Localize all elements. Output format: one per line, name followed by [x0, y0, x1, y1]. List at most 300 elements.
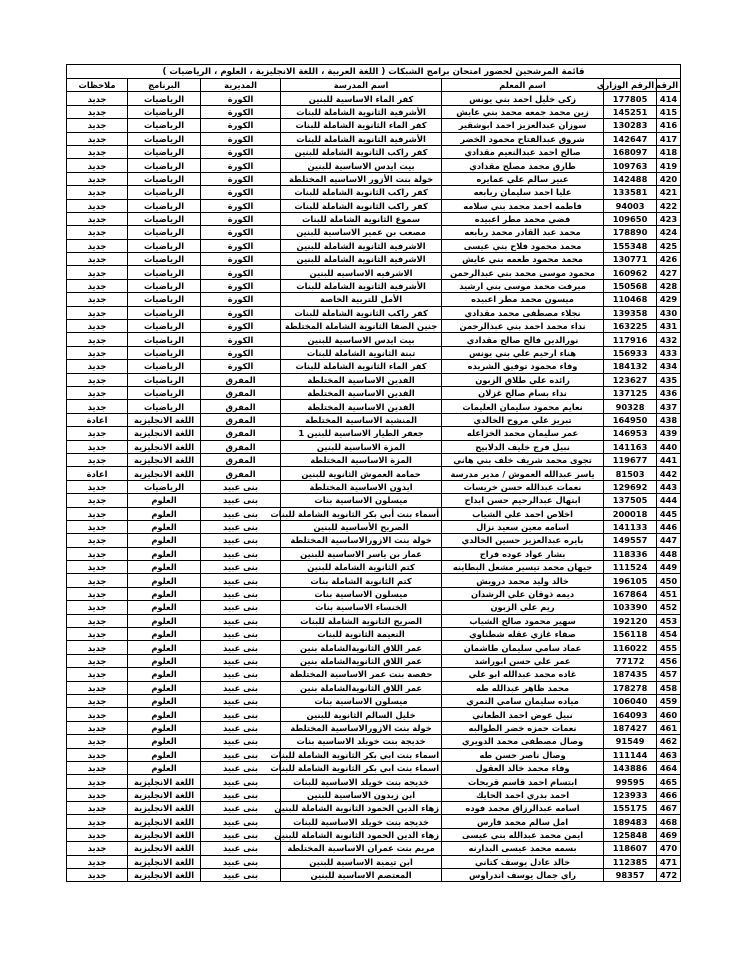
program: العلوم: [128, 587, 201, 600]
ministry-id: 125848: [604, 828, 657, 841]
directorate: بنى عبيد: [201, 547, 281, 560]
school-name: كفر الماء الثانوية الشاملة للبنات: [281, 360, 442, 373]
ministry-id: 184132: [604, 360, 657, 373]
ministry-id: 141133: [604, 520, 657, 533]
table-row: [67, 386, 681, 399]
teacher-name: احمد بدري احمد الحايك: [442, 788, 604, 801]
directorate: الكورة: [201, 212, 281, 225]
teacher-name: نداء بسام صالح غزلان: [442, 386, 604, 399]
school-name: الأشرفية الثانوية الشاملة للبنات: [281, 279, 442, 292]
school-name: كفر راكب الثانوية الشاملة للبنات: [281, 306, 442, 319]
row-num: 448: [657, 547, 681, 560]
teacher-name: ريم علي الزبون: [442, 601, 604, 614]
notes: جديد: [67, 520, 128, 533]
school-name: كفر راكب الثانوية الشاملة للبنين: [281, 145, 442, 158]
header-program: البرنامج: [128, 79, 201, 92]
row-num: 472: [657, 869, 681, 882]
program: الرياضيات: [128, 266, 201, 279]
row-num: 437: [657, 400, 681, 413]
teacher-name: راي جمال يوسف اندراوس: [442, 869, 604, 882]
table-row: [67, 172, 681, 185]
teacher-name: نورالدين فالح صالح مقدادي: [442, 333, 604, 346]
teacher-name: نبيل فرج خليف الدلابيح: [442, 440, 604, 453]
teacher-name: تجوى محمد شريف خلف بني هاني: [442, 453, 604, 466]
program: اللغة الانجليزية: [128, 413, 201, 426]
notes: جديد: [67, 494, 128, 507]
program: الرياضيات: [128, 360, 201, 373]
table-row: [67, 199, 681, 212]
ministry-id: 130283: [604, 119, 657, 132]
school-name: كتم الثانوية الشاملة للبنين: [281, 561, 442, 574]
ministry-id: 137505: [604, 494, 657, 507]
row-num: 430: [657, 306, 681, 319]
row-num: 441: [657, 453, 681, 466]
row-num: 439: [657, 427, 681, 440]
program: العلوم: [128, 748, 201, 761]
ministry-id: 156118: [604, 628, 657, 641]
teacher-name: طارق محمد مصلح مقدادي: [442, 159, 604, 172]
program: الرياضيات: [128, 119, 201, 132]
directorate: الكورة: [201, 266, 281, 279]
school-name: خديجة بنت خويلد الاساسية بنات: [281, 735, 442, 748]
program: العلوم: [128, 534, 201, 547]
directorate: بنى عبيد: [201, 721, 281, 734]
row-num: 458: [657, 681, 681, 694]
table-row: [67, 453, 681, 466]
teacher-name: نعمات حمزه خضر الطوالبه: [442, 721, 604, 734]
table-row: [67, 735, 681, 748]
table-row: [67, 293, 681, 306]
notes: جديد: [67, 721, 128, 734]
program: الرياضيات: [128, 159, 201, 172]
school-name: مصعب بن عمير الاساسية للبنين: [281, 226, 442, 239]
row-num: 433: [657, 346, 681, 359]
school-name: ميسلون الاساسية بنات: [281, 694, 442, 707]
teacher-name: محمود موسى محمد بني عبدالرحمن: [442, 266, 604, 279]
ministry-id: 117916: [604, 333, 657, 346]
ministry-id: 160962: [604, 266, 657, 279]
table-row: [67, 105, 681, 118]
table-row: [67, 253, 681, 266]
notes: جديد: [67, 534, 128, 547]
program: اللغة الانجليزية: [128, 802, 201, 815]
row-num: 468: [657, 815, 681, 828]
row-num: 420: [657, 172, 681, 185]
title-row: [67, 65, 681, 79]
directorate: الكورة: [201, 279, 281, 292]
directorate: المفرق: [201, 400, 281, 413]
notes: جديد: [67, 239, 128, 252]
row-num: 438: [657, 413, 681, 426]
directorate: بنى عبيد: [201, 681, 281, 694]
directorate: الكورة: [201, 293, 281, 306]
table-row: [67, 828, 681, 841]
school-name: ميسلون الاساسية بنات: [281, 587, 442, 600]
program: اللغة الانجليزية: [128, 453, 201, 466]
program: العلوم: [128, 708, 201, 721]
table-row: [67, 520, 681, 533]
directorate: بنى عبيد: [201, 748, 281, 761]
teacher-name: اسامه معين سعيد نزال: [442, 520, 604, 533]
teacher-name: سوزان عبدالعزيز احمد ابوشقير: [442, 119, 604, 132]
ministry-id: 146953: [604, 427, 657, 440]
directorate: بنى عبيد: [201, 828, 281, 841]
teacher-name: ابتهال عبدالرحيم حسن ابداح: [442, 494, 604, 507]
notes: جديد: [67, 708, 128, 721]
school-name: اسماء بنت ابي بكر الثانوية الشاملة للبنات: [281, 761, 442, 774]
directorate: بنى عبيد: [201, 815, 281, 828]
notes: جديد: [67, 440, 128, 453]
table-row: [67, 279, 681, 292]
ministry-id: 143886: [604, 761, 657, 774]
teacher-name: ميرفت محمد موسى بني ارشيد: [442, 279, 604, 292]
program: العلوم: [128, 694, 201, 707]
notes: جديد: [67, 855, 128, 868]
table-row: [67, 132, 681, 145]
directorate: بنى عبيد: [201, 641, 281, 654]
notes: جديد: [67, 802, 128, 815]
row-num: 414: [657, 92, 681, 105]
row-num: 445: [657, 507, 681, 520]
row-num: 470: [657, 842, 681, 855]
school-name: كفر الماء الثانوية الشاملة للبنات: [281, 119, 442, 132]
teacher-name: وصال ناصر حسن طه: [442, 748, 604, 761]
table-row: [67, 694, 681, 707]
school-name: خولة بنت الازورالاساسية المختلطة: [281, 534, 442, 547]
directorate: الكورة: [201, 105, 281, 118]
notes: جديد: [67, 654, 128, 667]
row-num: 428: [657, 279, 681, 292]
table-row: [67, 654, 681, 667]
table-row: [67, 440, 681, 453]
teacher-name: بسمه محمد عيسى البدارنه: [442, 842, 604, 855]
teacher-name: عماد سامي سليمان طاشمان: [442, 641, 604, 654]
school-name: الفدين الاساسية المختلطة: [281, 373, 442, 386]
table-row: [67, 561, 681, 574]
program: اللغة الانجليزية: [128, 775, 201, 788]
notes: جديد: [67, 614, 128, 627]
ministry-id: 141163: [604, 440, 657, 453]
table-row: [67, 601, 681, 614]
ministry-id: 149557: [604, 534, 657, 547]
directorate: الكورة: [201, 119, 281, 132]
table-row: [67, 360, 681, 373]
school-name: المنشية الاساسية المختلطة: [281, 413, 442, 426]
teacher-name: محمد محمود فلاح بني عيسى: [442, 239, 604, 252]
header-directorate: المديرية: [201, 79, 281, 92]
notes: جديد: [67, 105, 128, 118]
row-num: 464: [657, 761, 681, 774]
row-num: 417: [657, 132, 681, 145]
directorate: بنى عبيد: [201, 614, 281, 627]
teacher-name: سهير محمود صالح الشياب: [442, 614, 604, 627]
notes: جديد: [67, 842, 128, 855]
program: اللغة الانجليزية: [128, 828, 201, 841]
header-notes: ملاحظات: [67, 79, 128, 92]
row-num: 446: [657, 520, 681, 533]
ministry-id: 77172: [604, 654, 657, 667]
school-name: عمر اللاق الثانويةالشاملة بنين: [281, 641, 442, 654]
row-num: 424: [657, 226, 681, 239]
school-name: كفر الماء الاساسية للبنين: [281, 92, 442, 105]
table-row: [67, 614, 681, 627]
directorate: بنى عبيد: [201, 788, 281, 801]
ministry-id: 98357: [604, 869, 657, 882]
notes: جديد: [67, 748, 128, 761]
ministry-id: 196105: [604, 574, 657, 587]
program: العلوم: [128, 654, 201, 667]
table-row: [67, 239, 681, 252]
teacher-name: محمد محمود طعمه بني عايش: [442, 253, 604, 266]
school-name: كفر راكب الثانوية الشاملة للبنات: [281, 186, 442, 199]
ministry-id: 187427: [604, 721, 657, 734]
school-name: خليل السالم الثانوية للبنين: [281, 708, 442, 721]
ministry-id: 145251: [604, 105, 657, 118]
school-name: خولة بنت الأزور الاساسيه المختلطة: [281, 172, 442, 185]
notes: جديد: [67, 186, 128, 199]
teacher-name: ياسر عبدالله العموش / مدير مدرسة: [442, 467, 604, 480]
teacher-name: خالد وليد محمد درويش: [442, 574, 604, 587]
directorate: بنى عبيد: [201, 574, 281, 587]
school-name: زهاء الدين الحمود الثانوية الشاملة للبنين: [281, 828, 442, 841]
row-num: 431: [657, 320, 681, 333]
teacher-name: غاده محمد عبدالله ابو علي: [442, 668, 604, 681]
teacher-name: بشار عواد عوده فراج: [442, 547, 604, 560]
table-row: [67, 574, 681, 587]
notes: اعادة: [67, 413, 128, 426]
ministry-id: 123933: [604, 788, 657, 801]
school-name: النعيمة الثانوية للبنات: [281, 628, 442, 641]
row-num: 434: [657, 360, 681, 373]
school-name: بيت ايدس الاساسية للبنين: [281, 333, 442, 346]
directorate: بنى عبيد: [201, 761, 281, 774]
program: الرياضيات: [128, 386, 201, 399]
program: العلوم: [128, 681, 201, 694]
directorate: الكورة: [201, 239, 281, 252]
row-num: 432: [657, 333, 681, 346]
notes: جديد: [67, 507, 128, 520]
row-num: 435: [657, 373, 681, 386]
teacher-name: نبيل عوض احمد الطعاني: [442, 708, 604, 721]
school-name: أسماء بنت أبي بكر الثانوية الشاملة للبنات: [281, 507, 442, 520]
ministry-id: 189483: [604, 815, 657, 828]
row-num: 418: [657, 145, 681, 158]
notes: جديد: [67, 480, 128, 493]
program: الرياضيات: [128, 320, 201, 333]
notes: جديد: [67, 869, 128, 882]
school-name: سموع الثانوية الشاملة للبنات: [281, 212, 442, 225]
notes: جديد: [67, 788, 128, 801]
program: الرياضيات: [128, 480, 201, 493]
program: العلوم: [128, 614, 201, 627]
table-row: [67, 547, 681, 560]
header-teacher-name: اسم المعلم: [442, 79, 604, 92]
program: الرياضيات: [128, 400, 201, 413]
directorate: بنى عبيد: [201, 802, 281, 815]
ministry-id: 91549: [604, 735, 657, 748]
school-name: الصريح الثانوية الشاملة للبنات: [281, 614, 442, 627]
notes: جديد: [67, 279, 128, 292]
directorate: بنى عبيد: [201, 628, 281, 641]
directorate: الكورة: [201, 253, 281, 266]
directorate: المفرق: [201, 373, 281, 386]
notes: جديد: [67, 266, 128, 279]
row-num: 460: [657, 708, 681, 721]
teacher-name: ديمه ذوقان علي الرشدان: [442, 587, 604, 600]
program: العلوم: [128, 561, 201, 574]
ministry-id: 81503: [604, 467, 657, 480]
ministry-id: 111144: [604, 748, 657, 761]
ministry-id: 99595: [604, 775, 657, 788]
row-num: 429: [657, 293, 681, 306]
notes: جديد: [67, 226, 128, 239]
program: العلوم: [128, 721, 201, 734]
directorate: الكورة: [201, 145, 281, 158]
notes: جديد: [67, 735, 128, 748]
row-num: 419: [657, 159, 681, 172]
notes: جديد: [67, 828, 128, 841]
row-num: 436: [657, 386, 681, 399]
school-name: الأشرفية الثانوية الشاملة للبنات: [281, 132, 442, 145]
school-name: الفدين الاساسية المختلطة: [281, 400, 442, 413]
ministry-id: 142647: [604, 132, 657, 145]
table-row: [67, 494, 681, 507]
table-row: [67, 761, 681, 774]
row-num: 421: [657, 186, 681, 199]
row-num: 463: [657, 748, 681, 761]
row-num: 459: [657, 694, 681, 707]
notes: جديد: [67, 681, 128, 694]
ministry-id: 109763: [604, 159, 657, 172]
school-name: كفر راكب الثانوية الشاملة للبنات: [281, 199, 442, 212]
program: الرياضيات: [128, 279, 201, 292]
row-num: 425: [657, 239, 681, 252]
ministry-id: 112385: [604, 855, 657, 868]
program: العلوم: [128, 628, 201, 641]
program: العلوم: [128, 507, 201, 520]
ministry-id: 156933: [604, 346, 657, 359]
directorate: المفرق: [201, 427, 281, 440]
directorate: بنى عبيد: [201, 708, 281, 721]
row-num: 455: [657, 641, 681, 654]
notes: جديد: [67, 761, 128, 774]
ministry-id: 116022: [604, 641, 657, 654]
school-name: ميسلون الاساسية بنات: [281, 494, 442, 507]
table-row: [67, 159, 681, 172]
directorate: بنى عبيد: [201, 694, 281, 707]
notes: جديد: [67, 561, 128, 574]
notes: اعادة: [67, 467, 128, 480]
ministry-id: 155348: [604, 239, 657, 252]
ministry-id: 155175: [604, 802, 657, 815]
directorate: الكورة: [201, 186, 281, 199]
table-row: [67, 668, 681, 681]
ministry-id: 164950: [604, 413, 657, 426]
table-row: [67, 373, 681, 386]
teacher-name: نعايم محمود سليمان العليمات: [442, 400, 604, 413]
row-num: 471: [657, 855, 681, 868]
program: العلوم: [128, 547, 201, 560]
row-num: 444: [657, 494, 681, 507]
school-name: عمر اللاق الثانويةالشاملة بنين: [281, 681, 442, 694]
ministry-id: 106040: [604, 694, 657, 707]
teacher-name: شروق عبدالفتاح محمود الخضر: [442, 132, 604, 145]
program: الرياضيات: [128, 333, 201, 346]
ministry-id: 123627: [604, 373, 657, 386]
table-row: [67, 681, 681, 694]
ministry-id: 177805: [604, 92, 657, 105]
table-row: [67, 427, 681, 440]
program: الرياضيات: [128, 346, 201, 359]
table-row: [67, 467, 681, 480]
notes: جديد: [67, 373, 128, 386]
ministry-id: 133581: [604, 186, 657, 199]
ministry-id: 150568: [604, 279, 657, 292]
program: اللغة الانجليزية: [128, 815, 201, 828]
table-row: [67, 92, 681, 105]
table-row: [67, 507, 681, 520]
table-row: [67, 802, 681, 815]
row-num: 456: [657, 654, 681, 667]
row-num: 415: [657, 105, 681, 118]
row-num: 449: [657, 561, 681, 574]
directorate: بنى عبيد: [201, 587, 281, 600]
program: اللغة الانجليزية: [128, 842, 201, 855]
row-num: 423: [657, 212, 681, 225]
program: الرياضيات: [128, 145, 201, 158]
program: الرياضيات: [128, 253, 201, 266]
teacher-name: فضي محمد مطر اعبيده: [442, 212, 604, 225]
teacher-name: تبريز علي مروح الخالدي: [442, 413, 604, 426]
table-row: [67, 815, 681, 828]
teacher-name: فاطمه احمد محمد بني سلامه: [442, 199, 604, 212]
table-row: [67, 721, 681, 734]
notes: جديد: [67, 815, 128, 828]
table-body: [67, 92, 681, 882]
notes: جديد: [67, 587, 128, 600]
ministry-id: 142488: [604, 172, 657, 185]
directorate: الكورة: [201, 306, 281, 319]
table-row: [67, 226, 681, 239]
ministry-id: 187435: [604, 668, 657, 681]
school-name: ابن تيمية الاساسية للبنين: [281, 855, 442, 868]
directorate: الكورة: [201, 333, 281, 346]
notes: جديد: [67, 386, 128, 399]
school-name: حفصة بنت عمر الاساسية المختلطة: [281, 668, 442, 681]
teacher-name: وفاء محمود توفيق الشريده: [442, 360, 604, 373]
teacher-name: نداء محمد احمد بني عبدالرحمن: [442, 320, 604, 333]
program: الرياضيات: [128, 239, 201, 252]
school-name: مريم بنت عمران الاساسية المختلطة: [281, 842, 442, 855]
teacher-name: وفاء محمد خالد العقول: [442, 761, 604, 774]
school-name: الأمل للتربية الخاصة: [281, 293, 442, 306]
notes: جديد: [67, 628, 128, 641]
row-num: 426: [657, 253, 681, 266]
table-row: [67, 346, 681, 359]
notes: جديد: [67, 427, 128, 440]
table-row: [67, 212, 681, 225]
directorate: المفرق: [201, 467, 281, 480]
ministry-id: 103390: [604, 601, 657, 614]
row-num: 427: [657, 266, 681, 279]
program: اللغة الانجليزية: [128, 855, 201, 868]
teacher-name: محمد ظاهر عبدالله طه: [442, 681, 604, 694]
school-name: عمر اللاق الثانويةالشاملة بنين: [281, 654, 442, 667]
program: العلوم: [128, 574, 201, 587]
program: العلوم: [128, 735, 201, 748]
teacher-name: امل سالم محمد فارس: [442, 815, 604, 828]
ministry-id: 139358: [604, 306, 657, 319]
